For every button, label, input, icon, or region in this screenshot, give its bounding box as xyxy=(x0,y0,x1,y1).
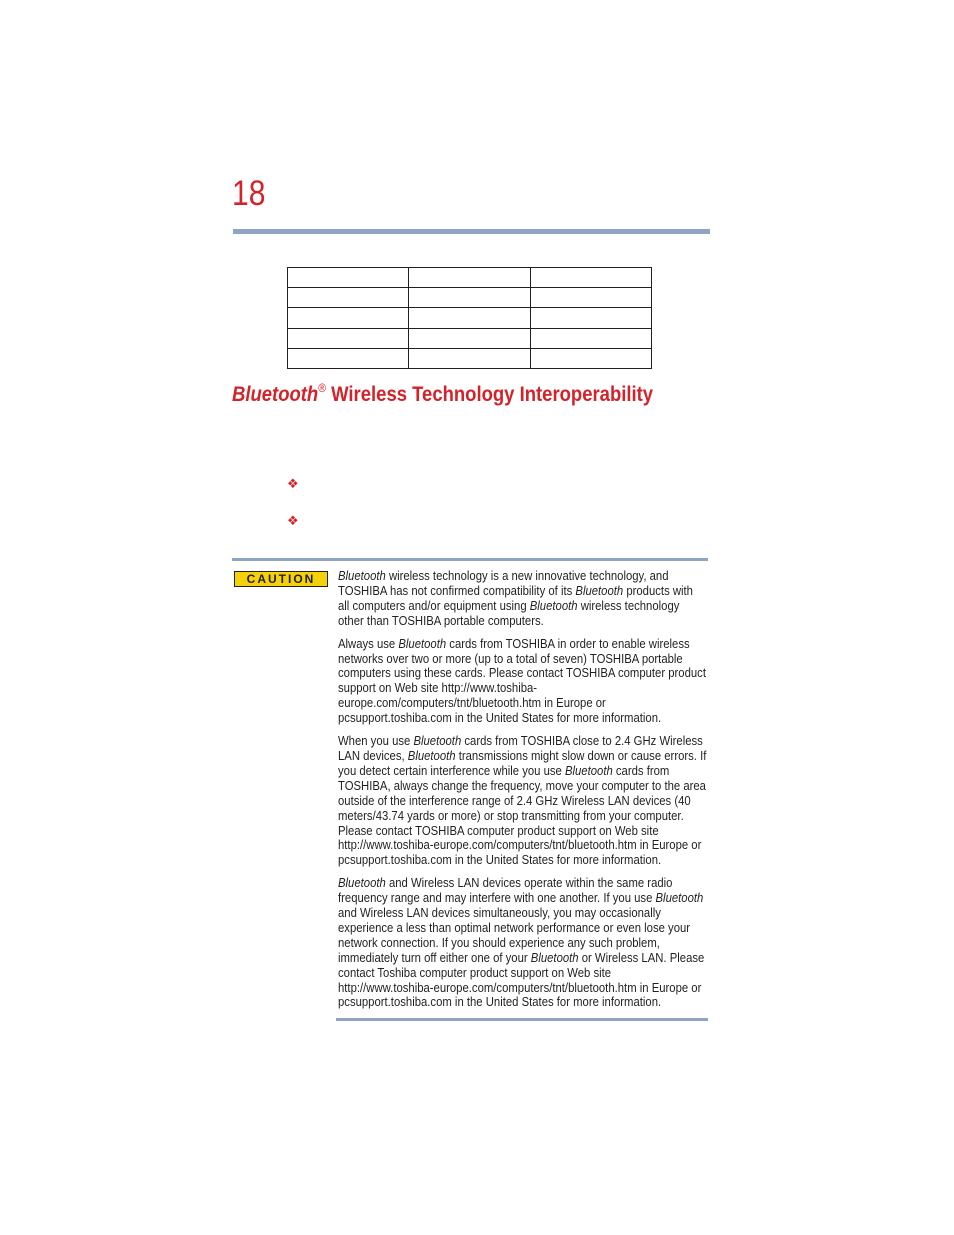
italic-term: Bluetooth xyxy=(655,890,704,906)
table-cell xyxy=(288,308,409,328)
table-cell xyxy=(288,348,409,368)
table-cell xyxy=(288,288,409,308)
italic-term: Bluetooth xyxy=(575,582,624,598)
caution-paragraph xyxy=(338,569,707,629)
registered-mark: ® xyxy=(318,381,327,395)
text-run: When you use xyxy=(338,733,414,749)
text-run: transmissions might slow down or cause errors. If you detect certain interference while you use xyxy=(338,747,707,778)
italic-term: Bluetooth xyxy=(529,597,578,613)
caution-paragraph xyxy=(338,734,707,868)
table-cell xyxy=(288,268,409,288)
text-run: cards from TOSHIBA in order to enable wireless networks over two or more (up to a total of seven) TOSHIBA portable computers using these cards. Please contact TOSHIBA computer product support on Web site http://www.toshiba-europe.com/computers/tnt/bluetooth.htm in Europe or pcsupport.toshiba.com in the United States for more information. xyxy=(338,635,706,726)
italic-term: Bluetooth xyxy=(338,875,386,891)
table-cell xyxy=(409,308,530,328)
caution-body xyxy=(338,569,707,1018)
text-run: and Wireless LAN devices simultaneously, you may occasionally experience a less than optimal network performance or even lose your network connection. If you should experience any such problem, immediately turn off either one of your xyxy=(338,905,691,965)
table-cell xyxy=(530,308,651,328)
italic-term: Bluetooth xyxy=(407,747,456,763)
bullet-icon: ❖ xyxy=(287,476,299,491)
text-run: Always use xyxy=(338,635,399,651)
italic-term: Bluetooth xyxy=(398,635,447,651)
table-cell xyxy=(530,328,651,348)
table-cell xyxy=(409,328,530,348)
table-row xyxy=(288,308,652,328)
table-cell xyxy=(530,348,651,368)
text-run: or Wireless LAN. Please contact Toshiba computer product support on Web site http://www.toshiba-europe.com/computers/tnt/bluetooth.htm in Europe or pcsupport.toshiba.com in the United States for more information. xyxy=(338,949,705,1010)
table-cell xyxy=(530,288,651,308)
caution-paragraph xyxy=(338,876,707,1010)
table-cell xyxy=(530,268,651,288)
caution-rule-top xyxy=(232,558,708,561)
caution-rule-bottom xyxy=(336,1018,708,1021)
text-run: cards from TOSHIBA, always change the frequency, move your computer to the area outside of the interference range of 2.4 GHz Wireless LAN devices (40 meters/43.74 yards or more) or stop transmitting from your computer. Please contact TOSHIBA computer product support on Web site http://www.toshiba-europe.com/computers/tnt/bluetooth.htm in Europe or pcsupport.toshiba.com in the United States for more information. xyxy=(338,762,706,868)
text-run: wireless technology other than TOSHIBA portable computers. xyxy=(338,597,680,628)
bullet-icon: ❖ xyxy=(287,513,299,528)
header-rule xyxy=(233,229,710,234)
empty-table xyxy=(287,267,652,369)
italic-term: Bluetooth xyxy=(413,733,462,749)
table-cell xyxy=(288,328,409,348)
text-run: products with all computers and/or equipment using xyxy=(338,582,693,613)
table-cell xyxy=(409,268,530,288)
table-cell xyxy=(409,288,530,308)
caution-badge: CAUTION xyxy=(234,571,328,587)
table-cell xyxy=(409,348,530,368)
italic-term: Bluetooth xyxy=(338,568,386,583)
section-heading xyxy=(232,383,653,407)
text-run: and Wireless LAN devices operate within the same radio frequency range and may interfere with one another. If you use xyxy=(338,875,673,906)
page-number: 18 xyxy=(232,174,266,213)
italic-term: Bluetooth xyxy=(564,762,613,778)
text-run: wireless technology is a new innovative technology, and TOSHIBA has not confirmed compatibility of its xyxy=(338,568,669,598)
table-row xyxy=(288,268,652,288)
table-row xyxy=(288,288,652,308)
table-row xyxy=(288,348,652,368)
italic-term: Bluetooth xyxy=(530,949,579,965)
caution-paragraph xyxy=(338,637,707,726)
table-row xyxy=(288,328,652,348)
heading-rest: Wireless Technology Interoperability xyxy=(326,383,654,406)
heading-italic: Bluetooth xyxy=(232,383,319,406)
text-run: cards from TOSHIBA close to 2.4 GHz Wireless LAN devices, xyxy=(338,733,703,763)
